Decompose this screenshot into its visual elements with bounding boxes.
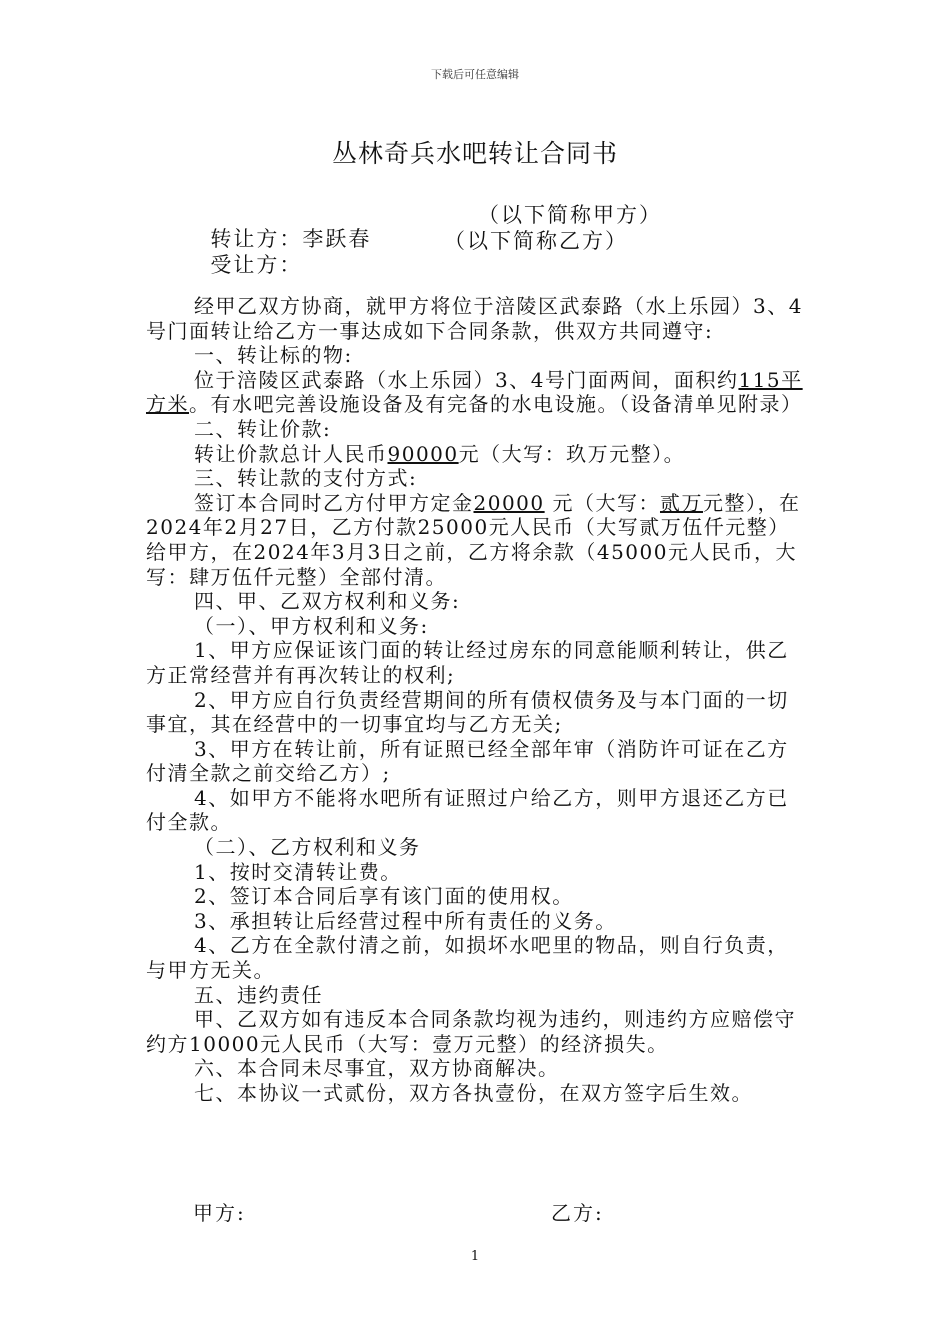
transferee-label: 受让方： xyxy=(210,253,303,277)
section-2-title: 二、转让价款: xyxy=(194,416,332,441)
transferor-label: 转让方： xyxy=(210,227,303,251)
signature-party-a: 甲方: xyxy=(193,1201,246,1225)
document-title: 丛林奇兵水吧转让合同书 xyxy=(331,139,618,168)
section-4a-title: （一）、甲方权利和义务: xyxy=(194,613,429,638)
section-2-text xyxy=(146,442,806,467)
s2-amount: 90000 xyxy=(387,441,459,466)
transferor-note: （以下简称甲方） xyxy=(478,203,662,227)
s3-deposit-cn: 贰万 xyxy=(659,490,703,515)
list-item: 4、乙方在全款付清之前，如损坏水吧里的物品，则自行负责，与甲方无关。 xyxy=(146,933,789,983)
list-item: 4、如甲方不能将水吧所有证照过户给乙方，则甲方退还乙方已付全款。 xyxy=(146,785,789,835)
contract-body xyxy=(146,294,806,1106)
signature-party-b: 乙方: xyxy=(551,1201,604,1225)
section-1-title: 一、转让标的物: xyxy=(194,343,353,368)
s2-text-a: 转让价款总计人民币 xyxy=(194,441,388,466)
intro-paragraph: 经甲乙双方协商，就甲方将位于涪陵区武泰路（水上乐园）3、4号门面转让给乙方一事达成如下合同条款，供双方共同遵守: xyxy=(146,294,803,343)
s3-text-c: 元整），在2024年2月27日，乙方付款25000元人民币（大写贰万伍仟元整）给甲方，在2024年3月3日之前，乙方将余款（45000元人民币，大写：肆万伍仟元整）全部付清。 xyxy=(146,490,801,589)
section-5-title: 五、违约责任 xyxy=(194,982,323,1007)
s3-text-a: 签订本合同时乙方付甲方定金 xyxy=(194,490,474,515)
section-3-title: 三、转让款的支付方式: xyxy=(194,466,418,491)
list-item: 2、甲方应自行负责经营期间的所有债权债务及与本门面的一切事宜，其在经营中的一切事宜均与乙方无关; xyxy=(146,687,789,737)
list-item: 1、按时交清转让费。 xyxy=(194,859,402,884)
page-number: 1 xyxy=(470,1249,480,1264)
list-item: 3、承担转让后经营过程中所有责任的义务。 xyxy=(194,908,617,933)
section-7-text: 七、本协议一式贰份，双方各执壹份，在双方签字后生效。 xyxy=(194,1081,753,1105)
header-note: 下载后可任意编辑 xyxy=(431,68,519,81)
s3-deposit: 20000 xyxy=(473,490,545,515)
section-1-text xyxy=(146,368,806,417)
section-4-title: 四、甲、乙双方权利和义务: xyxy=(194,589,461,614)
list-item: 1、甲方应保证该门面的转让经过房东的同意能顺利转让，供乙方正常经营并有再次转让的权利; xyxy=(146,638,789,687)
list-item: 2、签订本合同后享有该门面的使用权。 xyxy=(194,884,574,909)
section-3-text xyxy=(146,491,806,589)
transferee-note: （以下简称乙方） xyxy=(444,229,628,253)
section-5-text: 甲、乙双方如有违反本合同条款均视为违约，则违约方应赔偿守约方10000元人民币（大写：壹万元整）的经济损失。 xyxy=(146,1007,796,1056)
transferor-name: 李跃春 xyxy=(302,227,372,251)
s3-text-b: 元（大写： xyxy=(544,490,660,515)
s1-text-b: 。有水吧完善设施设备及有完备的水电设施。（设备清单见附录） xyxy=(189,392,803,417)
section-6-text: 六、本合同未尽事宜，双方协商解决。 xyxy=(194,1056,560,1081)
s1-text-a: 位于涪陵区武泰路（水上乐园）3、4号门面两间，面积约 xyxy=(194,367,739,392)
list-item: 3、甲方在转让前，所有证照已经全部年审（消防许可证在乙方付清全款之前交给乙方）; xyxy=(146,736,789,786)
s2-text-b: 元（大写：玖万元整）。 xyxy=(458,441,686,466)
s1-area: 115平方米 xyxy=(146,367,803,417)
section-4b-title: （二）、乙方权利和义务 xyxy=(194,835,421,860)
